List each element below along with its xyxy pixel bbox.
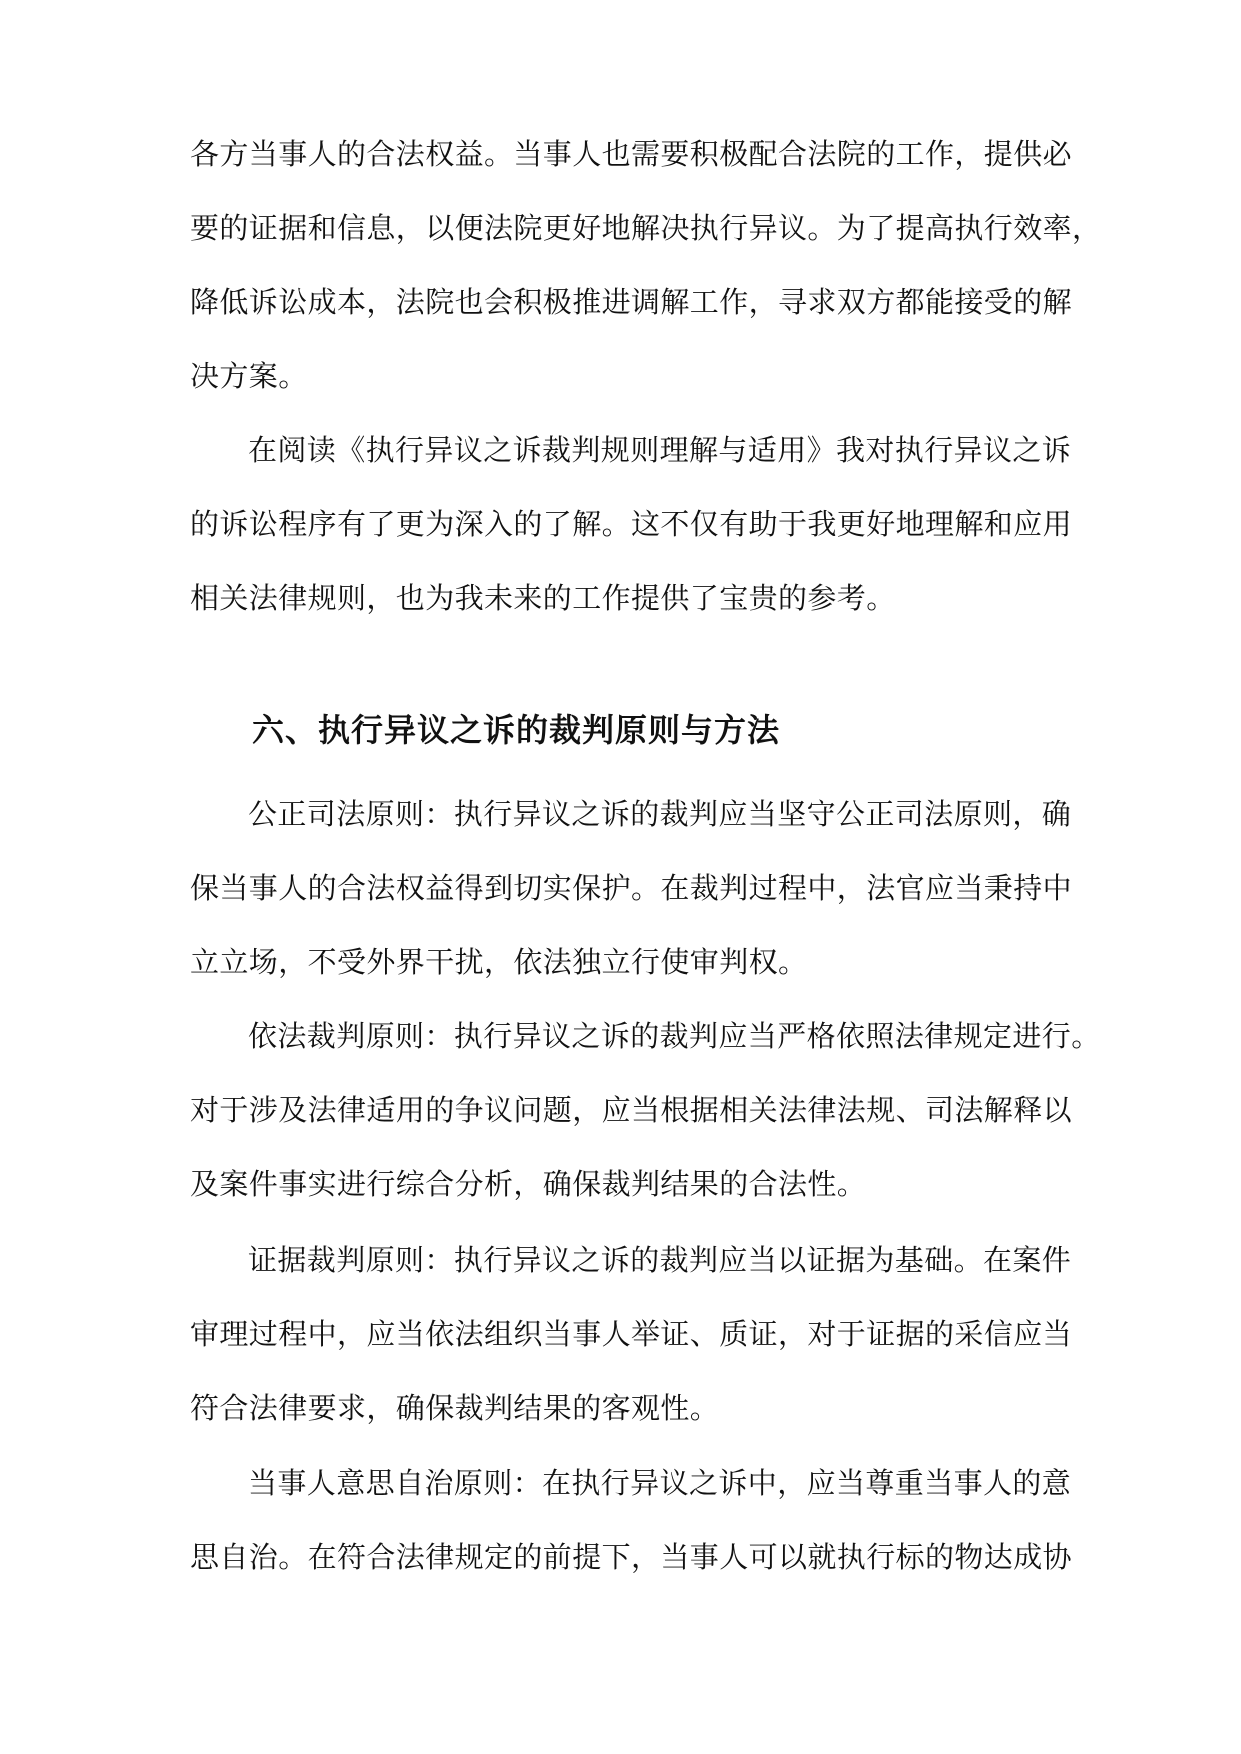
paragraph-line: 当事人意思自治原则：在执行异议之诉中，应当尊重当事人的意 [248,1466,1072,1500]
paragraph-line: 公正司法原则：执行异议之诉的裁判应当坚守公正司法原则，确 [248,797,1072,831]
paragraph-line: 及案件事实进行综合分析，确保裁判结果的合法性。 [190,1167,867,1201]
paragraph-line: 相关法律规则，也为我未来的工作提供了宝贵的参考。 [190,581,896,615]
paragraph-line: 审理过程中，应当依法组织当事人举证、质证，对于证据的采信应当 [190,1317,1073,1351]
paragraph-line: 降低诉讼成本，法院也会积极推进调解工作，寻求双方都能接受的解 [190,285,1073,319]
paragraph-line: 立立场，不受外界干扰，依法独立行使审判权。 [190,945,808,979]
paragraph-line: 依法裁判原则：执行异议之诉的裁判应当严格依照法律规定进行。 [248,1019,1101,1053]
paragraph-line: 符合法律要求，确保裁判结果的客观性。 [190,1391,720,1425]
paragraph-line: 各方当事人的合法权益。当事人也需要积极配合法院的工作，提供必 [190,137,1073,171]
paragraph-line: 保当事人的合法权益得到切实保护。在裁判过程中，法官应当秉持中 [190,871,1073,905]
paragraph-line: 思自治。在符合法律规定的前提下，当事人可以就执行标的物达成协 [190,1540,1073,1574]
section-heading: 六、执行异议之诉的裁判原则与方法 [252,711,781,749]
paragraph-line: 要的证据和信息，以便法院更好地解决执行异议。为了提高执行效率， [190,211,1102,245]
paragraph-line: 对于涉及法律适用的争议问题，应当根据相关法律法规、司法解释以 [190,1093,1073,1127]
paragraph-line: 在阅读《执行异议之诉裁判规则理解与适用》我对执行异议之诉 [248,433,1072,467]
paragraph-line: 证据裁判原则：执行异议之诉的裁判应当以证据为基础。在案件 [248,1243,1072,1277]
paragraph-line: 决方案。 [190,359,308,393]
paragraph-line: 的诉讼程序有了更为深入的了解。这不仅有助于我更好地理解和应用 [190,507,1073,541]
